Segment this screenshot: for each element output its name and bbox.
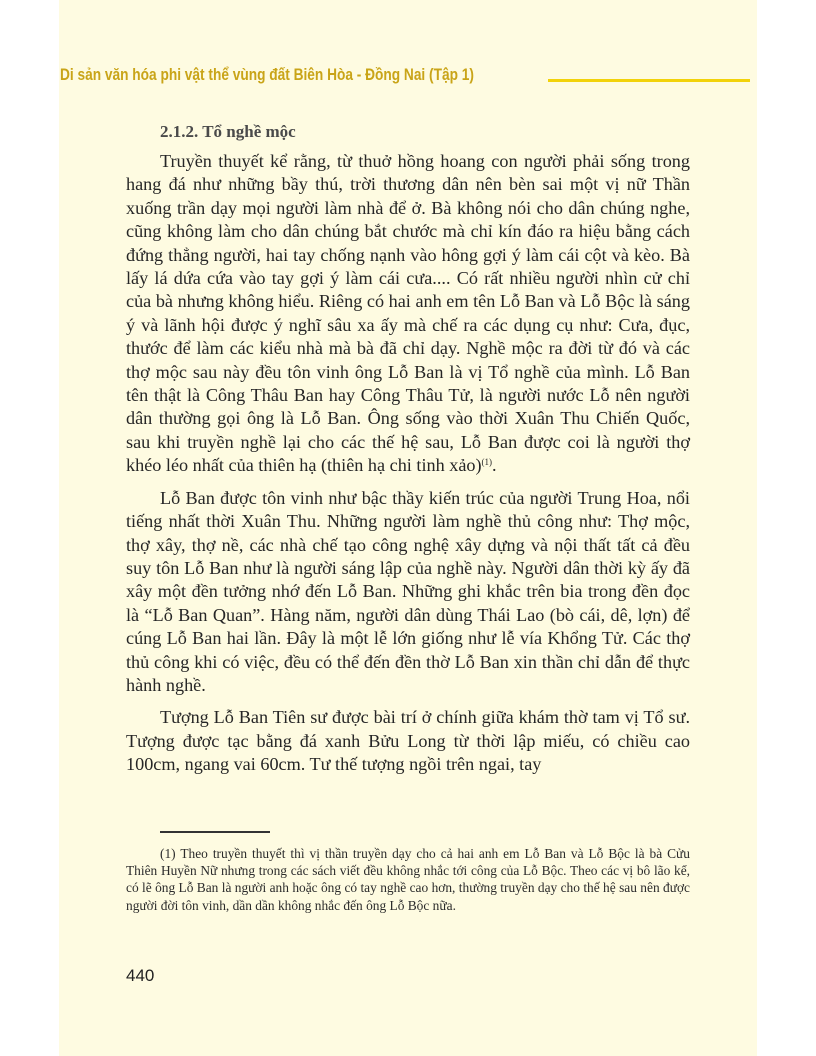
running-header (60, 66, 750, 92)
paragraph-text: Truyền thuyết kể rằng, từ thuở hồng hoang con người phải sống trong hang đá như những bầy thú, trời thương dân nên bèn sai một vị nữ Thần xuống trần dạy mọi người làm nhà để ở. Bà không nói cho dân chúng nghe, cũng không làm cho dân chúng bắt chước mà chỉ kín đáo ra hiệu bằng cách đứng thẳng người, hai tay chống nạnh vào hông gợi ý làm cái cột và kèo. Bà lấy lá dứa cứa vào tay gợi ý làm cái cưa.... Có rất nhiều người nhìn cử chỉ của bà nhưng không hiểu. Riêng có hai anh em tên Lỗ Ban và Lỗ Bộc là sáng ý và lãnh hội được ý nghĩ sâu xa ấy mà chế ra các dụng cụ như: Cưa, đục, thước để làm các kiểu nhà mà bà đã chỉ dạy. Nghề mộc ra đời từ đó và các thợ mộc sau này đều tôn vinh ông Lỗ Ban là vị Tổ nghề của mình. Lỗ Ban tên thật là Công Thâu Ban hay Công Thâu Tử, là người nước Lỗ nên người dân thường gọi ông là Lỗ Ban. Ông sống vào thời Xuân Thu Chiến Quốc, sau khi truyền nghề lại cho các thế hệ sau, Lỗ Ban được coi là người thợ khéo léo nhất của thiên hạ (thiên hạ chi tinh xảo) (126, 151, 690, 476)
page-number: 440 (126, 966, 155, 985)
header-rule (548, 79, 750, 82)
footnote-separator (160, 831, 270, 833)
paragraph: Tượng Lỗ Ban Tiên sư được bài trí ở chính giữa khám thờ tam vị Tổ sư. Tượng được tạc bằng đá xanh Bửu Long từ thời lập miếu, có chiều cao 100cm, ngang vai 60cm. Tư thế tượng ngồi trên ngai, tay (126, 707, 690, 775)
footnote (126, 845, 690, 914)
section-heading: 2.1.2. Tổ nghề mộc (160, 122, 296, 141)
body-text (126, 150, 690, 786)
paragraph-end-punctuation: . (492, 455, 497, 476)
footnote-text: (1) Theo truyền thuyết thì vị thần truyền dạy cho cả hai anh em Lỗ Ban và Lỗ Bộc là bà Cửu Thiên Huyền Nữ nhưng trong các sách viết đều không nhắc tới công của Lỗ Bộc. Theo các vị bô lão kể, có lẽ ông Lỗ Ban là người anh hoặc ông có tay nghề cao hơn, thường truyền dạy cho thế hệ sau nên được người đời tôn vinh, dần dần không nhắc đến ông Lỗ Bộc nữa. (126, 846, 690, 913)
paragraph: Lỗ Ban được tôn vinh như bậc thầy kiến trúc của người Trung Hoa, nổi tiếng nhất thời Xuân Thu. Những người làm nghề thủ công như: Thợ mộc, thợ xây, thợ nề, các nhà chế tạo công nghệ xây dựng và nội thất tất cả đều suy tôn Lỗ Ban như là người sáng lập của nghề này. Người dân thời kỳ ấy đã xây một đền tưởng nhớ đến Lỗ Ban. Những ghi khắc trên bia trong đền đọc là “Lỗ Ban Quan”. Hàng năm, người dân dùng Thái Lao (bò cái, dê, lợn) để cúng Lỗ Ban hai lần. Đây là một lễ lớn giống như lễ vía Khổng Tử. Các thợ thủ công khi có việc, đều có thể đến đền thờ Lỗ Ban xin thần chỉ dẫn để thực hành nghề. (126, 487, 690, 695)
running-header-title: Di sản văn hóa phi vật thể vùng đất Biên Hòa - Đồng Nai (Tập 1) (60, 66, 474, 84)
footnote-reference[interactable]: (1) (481, 457, 493, 468)
paragraph (126, 150, 690, 478)
